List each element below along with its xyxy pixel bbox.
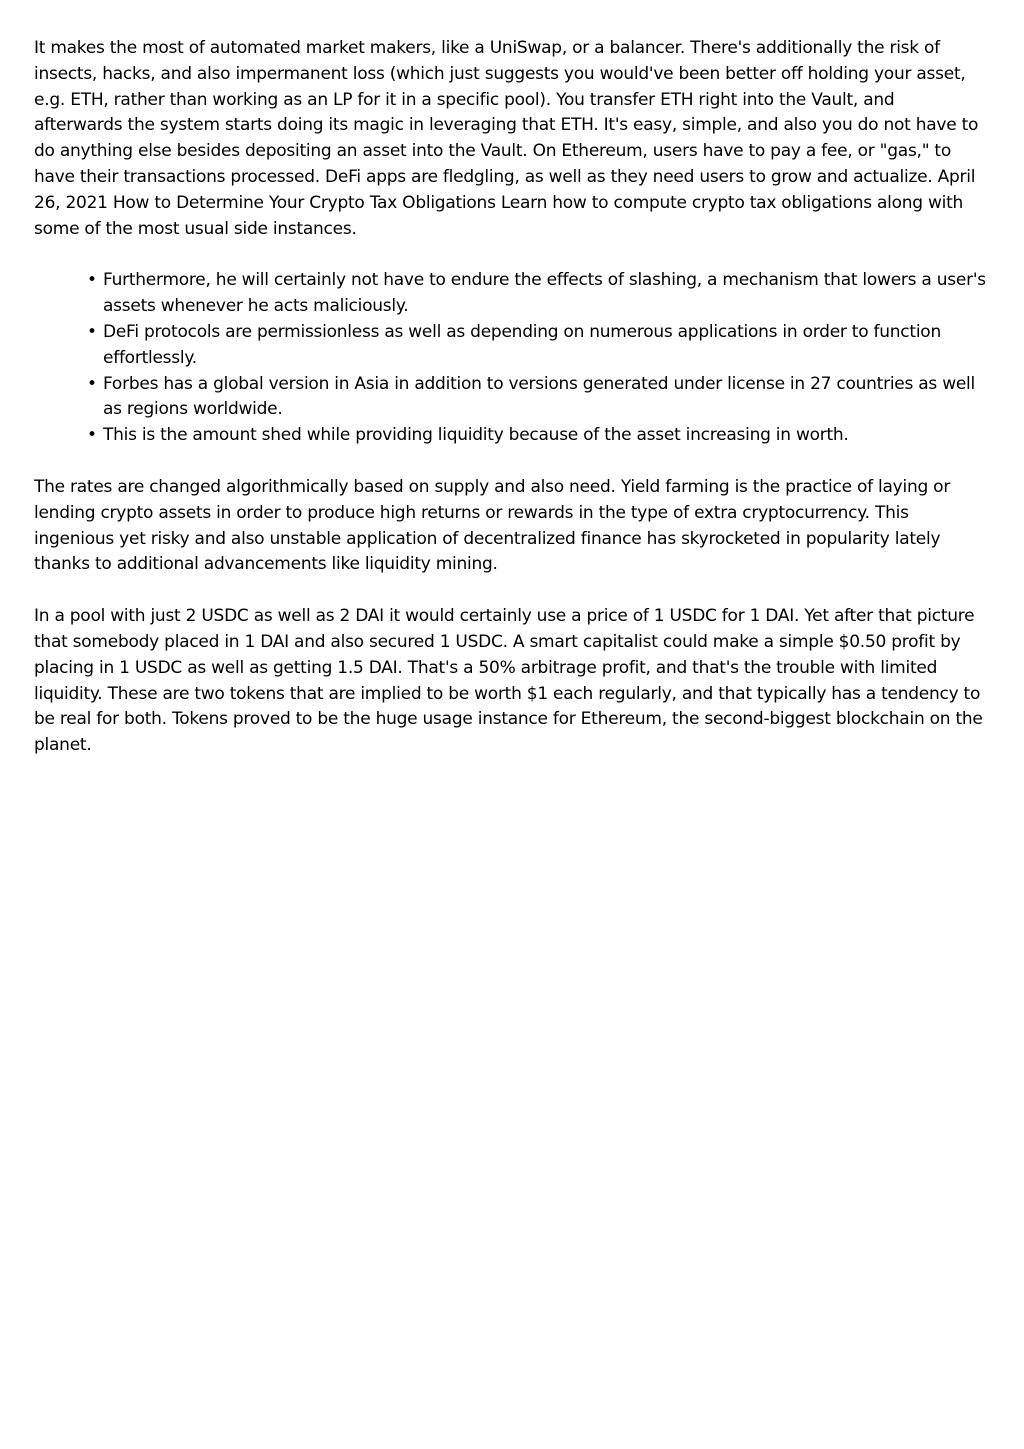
pool-paragraph: In a pool with just 2 USDC as well as 2 DAI it would certainly use a price of 1 USDC for 1 DAI. Yet after that picture that somebody placed in 1 DAI and also secured 1 USDC. A smart capitalist could make a simple $0.50 profit by placing in 1 USDC as well as getting 1.5 DAI. That's a 50% arbitrage profit, and that's the trouble with limited liquidity. These are two tokens that are implied to be worth $1 each regularly, and that typically has a tendency to be real for both. Tokens proved to be the huge usage instance for Ethereum, the second-biggest blockchain on the planet. bbox=[34, 606, 983, 756]
document-body bbox=[34, 36, 986, 785]
list-item bbox=[87, 423, 986, 449]
intro-paragraph: It makes the most of automated market makers, like a UniSwap, or a balancer. There's additionally the risk of insects, hacks, and also impermanent loss (which just suggests you would've been better off holding your asset, e.g. ETH, rather than working as an LP for it in a specific pool). You transfer ETH right into the Vault, and afterwards the system starts doing its magic in leveraging that ETH. It's easy, simple, and also you do not have to do anything else besides depositing an asset into the Vault. On Ethereum, users have to pay a fee, or "gas," to have their transactions processed. DeFi apps are fledgling, as well as they need users to grow and actualize. April 26, 2021 How to Determine Your Crypto Tax Obligations Learn how to compute crypto tax obligations along with some of the most usual side instances. bbox=[34, 38, 979, 239]
list-item bbox=[87, 320, 986, 372]
list-item-text: Forbes has a global version in Asia in addition to versions generated under license in 27 countries as well as regions worldwide. bbox=[103, 373, 976, 420]
bullet-marker: • bbox=[87, 321, 97, 342]
bullet-marker: • bbox=[87, 270, 97, 291]
list-item bbox=[87, 372, 986, 424]
list-item-text: This is the amount shed while providing liquidity because of the asset increasing in worth. bbox=[103, 425, 849, 446]
list-item-text: DeFi protocols are permissionless as well as depending on numerous applications in order to function effortlessly. bbox=[103, 321, 941, 368]
list-item-text: Furthermore, he will certainly not have to endure the effects of slashing, a mechanism that lowers a user's assets whenever he acts maliciously. bbox=[103, 270, 986, 317]
list-item bbox=[87, 268, 986, 320]
bullet-marker: • bbox=[87, 373, 97, 394]
bullet-list bbox=[34, 268, 986, 449]
rates-paragraph: The rates are changed algorithmically based on supply and also need. Yield farming is the practice of laying or lending crypto assets in order to produce high returns or rewards in the type of extra cryptocurrency. This ingenious yet risky and also unstable application of decentralized finance has skyrocketed in popularity lately thanks to additional advancements like liquidity mining. bbox=[34, 476, 951, 575]
bullet-marker: • bbox=[87, 425, 97, 446]
